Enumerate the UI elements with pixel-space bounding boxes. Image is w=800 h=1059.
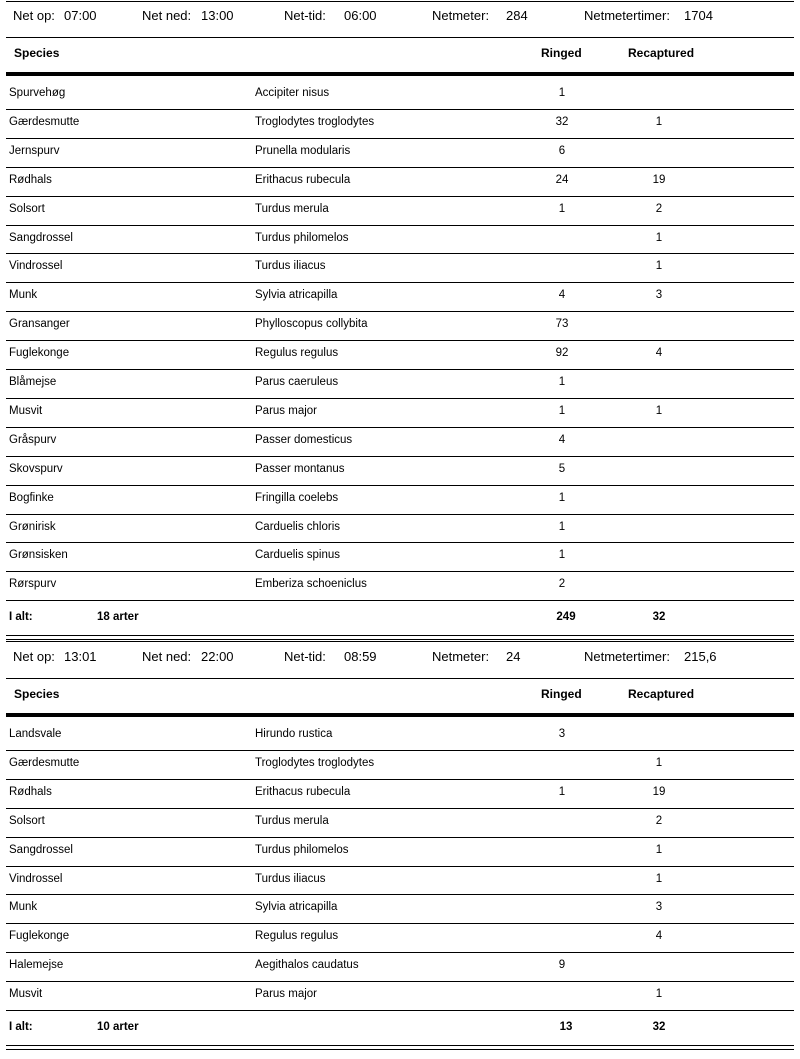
latin-name-cell: Parus major [255,988,317,1001]
species-name-cell: Halemejse [9,959,64,972]
row-divider [6,894,794,895]
species-name-cell: Musvit [9,404,43,417]
recaptured-count-cell: 19 [652,785,666,798]
latin-name-cell: Passer montanus [255,462,345,475]
section-bottom-rule-2 [6,1049,794,1050]
species-name-cell: Sangdrossel [9,843,73,856]
net-op-value: 07:00 [64,8,97,23]
total-ringed: 249 [556,611,576,624]
net-tid-value: 06:00 [344,8,377,23]
species-name-cell: Gransanger [9,318,70,331]
row-divider [6,196,794,197]
row-divider [6,866,794,867]
recaptured-count-cell: 1 [655,756,663,769]
ringed-count-cell: 32 [555,115,569,128]
species-name-cell: Gråspurv [9,433,57,446]
recaptured-count-cell: 1 [655,872,663,885]
total-recaptured: 32 [652,611,666,624]
header-thick-rule [6,713,794,717]
recaptured-count-cell: 1 [655,988,663,1001]
column-header-recaptured: Recaptured [628,687,695,701]
row-divider [6,837,794,838]
row-divider [6,779,794,780]
latin-name-cell: Carduelis spinus [255,549,341,562]
recaptured-count-cell: 3 [655,901,663,914]
total-ringed: 13 [559,1021,573,1033]
row-divider [6,311,794,312]
recaptured-count-cell: 1 [655,231,663,244]
species-name-cell: Rørspurv [9,578,57,591]
latin-name-cell: Sylvia atricapilla [255,289,338,302]
row-divider [6,427,794,428]
net-tid-label: Net-tid: [284,649,326,664]
row-divider [6,167,794,168]
row-divider [6,600,794,601]
ringed-count-cell: 1 [558,376,566,388]
row-divider [6,340,794,341]
latin-name-cell: Emberiza schoeniclus [255,578,367,591]
row-divider [6,514,794,515]
species-name-cell: Musvit [9,988,43,1001]
species-name-cell: Spurvehøg [9,87,66,99]
net-op-label: Net op: [13,649,55,664]
species-name-cell: Sangdrossel [9,231,73,244]
ringed-count-cell: 9 [558,959,566,972]
net-tid-value: 08:59 [344,649,377,664]
netmeter-label: Netmeter: [432,649,490,664]
latin-name-cell: Parus major [255,404,317,417]
ringed-count-cell: 1 [558,87,566,99]
row-divider [6,109,794,110]
species-name-cell: Bogfinke [9,491,54,504]
species-name-cell: Munk [9,289,38,302]
net-tid-label: Net-tid: [284,8,326,23]
netmetertimer-value: 215,6 [684,649,717,664]
ringed-count-cell: 6 [558,144,566,157]
ringed-count-cell: 2 [558,578,566,591]
row-divider [6,952,794,953]
row-divider [6,398,794,399]
latin-name-cell: Sylvia atricapilla [255,901,338,914]
latin-name-cell: Regulus regulus [255,930,339,943]
recaptured-count-cell: 1 [655,843,663,856]
latin-name-cell: Fringilla coelebs [255,491,339,504]
ringed-count-cell: 3 [558,728,566,740]
row-divider [6,253,794,254]
netmeter-label: Netmeter: [432,8,490,23]
latin-name-cell: Turdus iliacus [255,872,326,885]
section-bottom-rule-1 [6,635,794,636]
species-name-cell: Solsort [9,202,45,215]
section-bottom-rule-1 [6,1045,794,1046]
latin-name-cell: Prunella modularis [255,144,351,157]
column-header-species: Species [14,46,60,60]
row-divider [6,981,794,982]
species-name-cell: Blåmejse [9,376,57,388]
species-name-cell: Gærdesmutte [9,115,80,128]
recaptured-count-cell: 2 [655,202,663,215]
species-name-cell: Gærdesmutte [9,756,80,769]
species-name-cell: Grønirisk [9,520,56,533]
species-name-cell: Vindrossel [9,260,63,273]
meta-divider [6,678,794,679]
row-divider [6,542,794,543]
ringed-count-cell: 1 [558,404,566,417]
latin-name-cell: Carduelis chloris [255,520,341,533]
meta-divider [6,37,794,38]
total-species-count: 10 arter [97,1021,139,1033]
ringed-count-cell: 1 [558,491,566,504]
latin-name-cell: Regulus regulus [255,347,339,360]
latin-name-cell: Parus caeruleus [255,376,339,388]
latin-name-cell: Erithacus rubecula [255,785,351,798]
column-header-ringed: Ringed [541,46,582,60]
latin-name-cell: Accipiter nisus [255,87,330,99]
ringed-count-cell: 1 [558,549,566,562]
recaptured-count-cell: 4 [655,930,663,943]
row-divider [6,923,794,924]
total-label: I alt: [9,611,33,624]
ringed-count-cell: 5 [558,462,566,475]
netmeter-value: 284 [506,8,528,23]
species-name-cell: Rødhals [9,785,52,798]
net-ned-value: 13:00 [201,8,234,23]
species-name-cell: Skovspurv [9,462,63,475]
latin-name-cell: Turdus iliacus [255,260,326,273]
section-top-border [6,1,794,2]
row-divider [6,485,794,486]
latin-name-cell: Turdus philomelos [255,843,349,856]
species-name-cell: Landsvale [9,728,62,740]
row-divider [6,282,794,283]
net-ned-label: Net ned: [142,8,192,23]
recaptured-count-cell: 1 [655,115,663,128]
species-name-cell: Munk [9,901,38,914]
total-species-count: 18 arter [97,611,139,624]
net-ned-value: 22:00 [201,649,234,664]
ringed-count-cell: 1 [558,202,566,215]
recaptured-count-cell: 2 [655,814,663,827]
latin-name-cell: Phylloscopus collybita [255,318,368,331]
section-top-border [6,641,794,642]
row-divider [6,750,794,751]
latin-name-cell: Turdus merula [255,814,329,827]
species-name-cell: Rødhals [9,173,52,186]
species-name-cell: Jernspurv [9,144,60,157]
species-name-cell: Fuglekonge [9,347,70,360]
species-name-cell: Vindrossel [9,872,63,885]
recaptured-count-cell: 4 [655,347,663,360]
row-divider [6,1010,794,1011]
latin-name-cell: Troglodytes troglodytes [255,756,375,769]
latin-name-cell: Turdus philomelos [255,231,349,244]
net-ned-label: Net ned: [142,649,192,664]
species-name-cell: Fuglekonge [9,930,70,943]
ringed-count-cell: 4 [558,289,566,302]
recaptured-count-cell: 3 [655,289,663,302]
ringed-count-cell: 1 [558,785,566,798]
latin-name-cell: Aegithalos caudatus [255,959,359,972]
recaptured-count-cell: 19 [652,173,666,186]
latin-name-cell: Passer domesticus [255,433,353,446]
netmetertimer-label: Netmetertimer: [584,649,670,664]
ringed-count-cell: 24 [555,173,569,186]
net-op-value: 13:01 [64,649,97,664]
row-divider [6,571,794,572]
latin-name-cell: Hirundo rustica [255,728,333,740]
netmetertimer-label: Netmetertimer: [584,8,670,23]
total-recaptured: 32 [652,1021,666,1033]
header-thick-rule [6,72,794,76]
row-divider [6,456,794,457]
recaptured-count-cell: 1 [655,260,663,273]
species-name-cell: Solsort [9,814,45,827]
ringed-count-cell: 73 [555,318,569,331]
total-label: I alt: [9,1021,33,1033]
latin-name-cell: Turdus merula [255,202,329,215]
netmetertimer-value: 1704 [684,8,713,23]
row-divider [6,808,794,809]
row-divider [6,138,794,139]
row-divider [6,369,794,370]
row-divider [6,225,794,226]
column-header-ringed: Ringed [541,687,582,701]
ringed-count-cell: 1 [558,520,566,533]
latin-name-cell: Troglodytes troglodytes [255,115,375,128]
ringed-count-cell: 92 [555,347,569,360]
column-header-recaptured: Recaptured [628,46,695,60]
netmeter-value: 24 [506,649,521,664]
ringed-count-cell: 4 [558,433,566,446]
latin-name-cell: Erithacus rubecula [255,173,351,186]
column-header-species: Species [14,687,60,701]
species-name-cell: Grønsisken [9,549,68,562]
recaptured-count-cell: 1 [655,404,663,417]
net-op-label: Net op: [13,8,55,23]
